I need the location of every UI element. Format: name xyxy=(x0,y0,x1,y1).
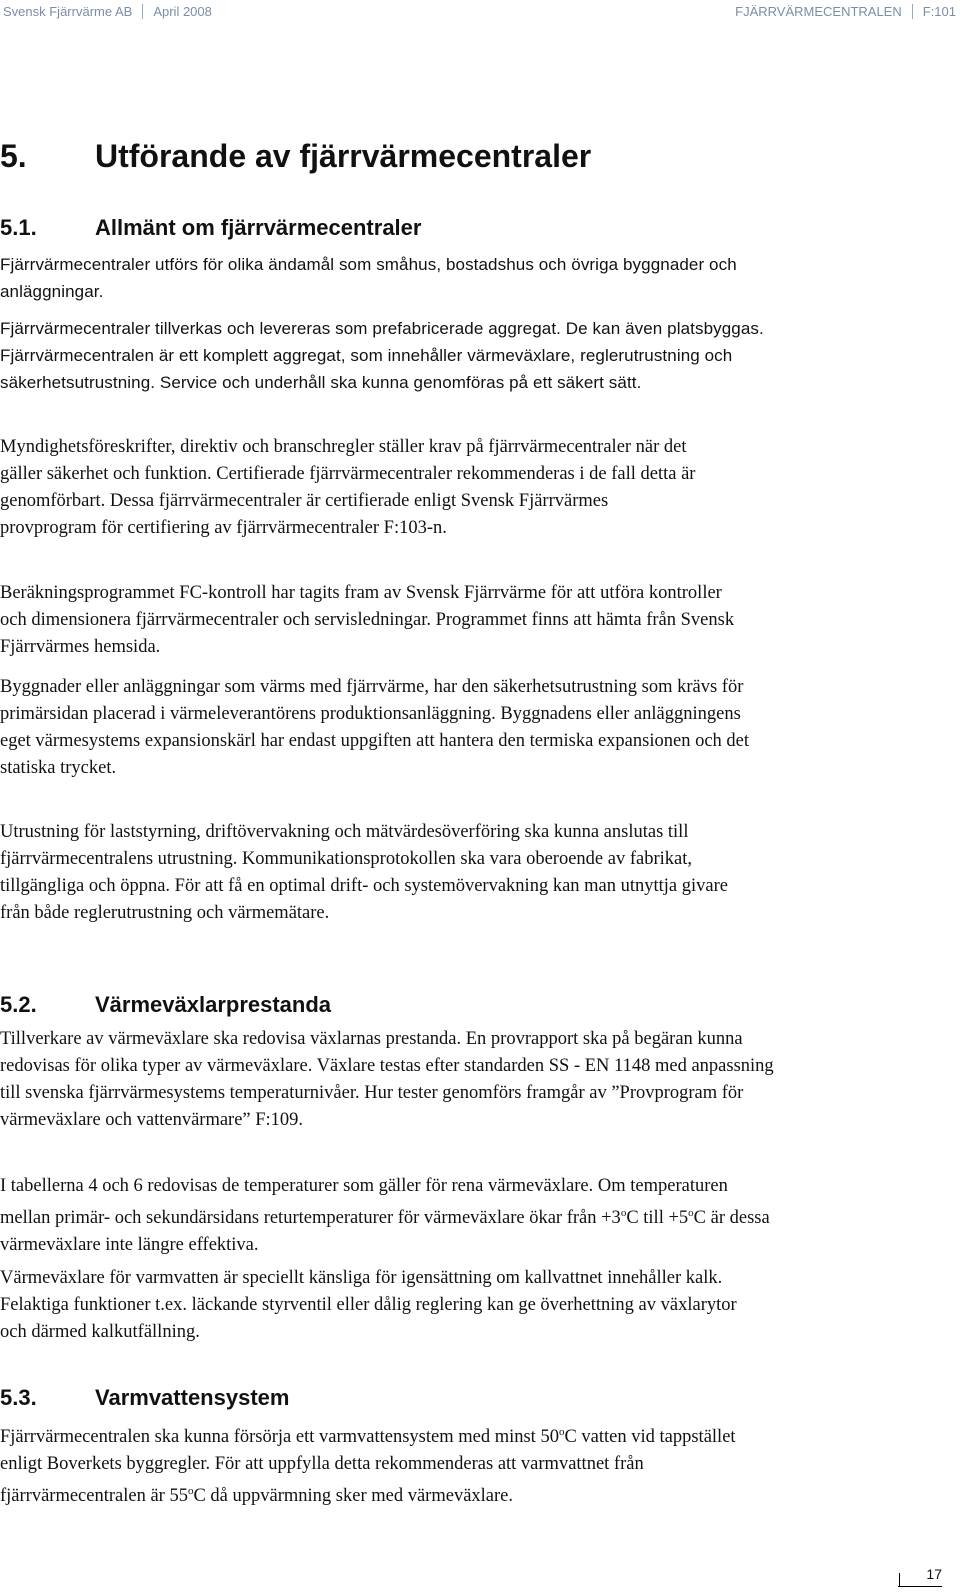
header-right xyxy=(735,4,956,19)
header-date: April 2008 xyxy=(153,4,212,19)
chapter-number: 5. xyxy=(0,138,27,174)
section-heading-5-1 xyxy=(0,215,421,241)
text-run: C då uppvärmning sker med värmeväxlare. xyxy=(193,1486,514,1507)
text-run: Fjärrvärmecentralen ska kunna försörja ett varmvattensystem med minst 50 xyxy=(0,1427,559,1448)
paragraph: Värmeväxlare för varmvatten är speciellt känsliga för igensättning om kallvattnet innehåller kalk. Felaktiga funktioner t.ex. läckande styrventil eller dålig reglering kan ge överhettning av växlarytor och därmed kalkutfällning. xyxy=(0,1268,737,1342)
paragraph: Byggnader eller anläggningar som värms med fjärrvärme, har den säkerhetsutrustning som krävs för primärsidan placerad i värmeleverantörens produktionsanläggning. Byggnadens eller anläggningens eget värmesystems expansionskärl har endast uppgiften att hantera den termiska expansionen och det statiska trycket. xyxy=(0,677,750,778)
degree-superscript: o xyxy=(620,1207,627,1219)
degree-superscript: o xyxy=(187,1485,194,1498)
paragraph: Fjärrvärmecentraler tillverkas och levereras som prefabricerade aggregat. De kan även platsbyggas. Fjärrvärmecentralen är ett komplett aggregat, som innehåller värmeväxlare, reglerutrustning och säkerhetsutrustning. Service och underhåll ska kunna genomföras på ett säkert sätt. xyxy=(0,319,764,392)
text-run: C vatten vid tappstället enligt Boverkets byggregler. För att uppfylla detta rekommenderas att varmvattnet från fjärrvärmecentralen är 55 xyxy=(0,1427,736,1507)
text-run: C är dessa värmeväxlare inte längre effektiva. xyxy=(0,1208,770,1256)
paragraph xyxy=(0,1419,780,1510)
paragraph xyxy=(0,1173,775,1259)
page-number: 17 xyxy=(926,1566,942,1582)
section-heading-5-3 xyxy=(0,1385,289,1411)
header-doc-title: FJÄRRVÄRMECENTRALEN xyxy=(735,4,902,19)
footer-divider xyxy=(899,1573,900,1587)
degree-superscript: o xyxy=(688,1207,694,1219)
paragraph: Utrustning för laststyrning, driftövervakning och mätvärdesöverföring ska kunna anslutas till fjärrvärmecentralens utrustning. Kommunikationsprotokollen ska vara oberoende av fabrikat, tillgängliga och öppna. För att få en optimal drift- och systemövervakning kan man utnyttja givare från både reglerutrustning och värmemätare. xyxy=(0,822,728,923)
paragraph: Beräkningsprogrammet FC-kontroll har tagits fram av Svensk Fjärrvärme för att utföra kontroller och dimensionera fjärrvärmecentraler och servisledningar. Programmet finns att hämta från Svensk Fjärrvärmes hemsida. xyxy=(0,583,735,657)
chapter-heading xyxy=(0,138,591,175)
section-number: 5.2. xyxy=(0,992,37,1017)
header-separator xyxy=(912,4,913,19)
header-separator xyxy=(142,4,143,19)
section-title: Värmeväxlarprestanda xyxy=(95,992,332,1017)
page-header xyxy=(0,0,960,26)
header-org: Svensk Fjärrvärme AB xyxy=(3,4,133,19)
paragraph: Fjärrvärmecentraler utförs för olika ändamål som småhus, bostadshus och övriga byggnader och anläggningar. xyxy=(0,255,737,301)
section-number: 5.1. xyxy=(0,215,37,240)
section-heading-5-2 xyxy=(0,992,331,1018)
degree-superscript: o xyxy=(558,1426,565,1438)
header-left xyxy=(3,4,212,19)
text-run: I tabellerna 4 och 6 redovisas de temperaturer som gäller för rena värmeväxlare. Om temperaturen mellan primär- och sekundärsidans returtemperaturer för värmeväxlare ökar från +3 xyxy=(0,1176,728,1229)
section-title: Varmvattensystem xyxy=(95,1385,290,1410)
chapter-title: Utförande av fjärrvärmecentraler xyxy=(95,138,592,174)
header-doc-id: F:101 xyxy=(922,4,956,19)
section-number: 5.3. xyxy=(0,1385,37,1410)
footer-rule xyxy=(898,1586,942,1587)
paragraph: Tillverkare av värmeväxlare ska redovisa växlarnas prestanda. En provrapport ska på begäran kunna redovisas för olika typer av värmeväxlare. Växlare testas efter standarden SS - EN 1148 med anpassning till svenska fjärrvärmesystems temperaturnivåer. Hur tester genomförs framgår av ”Provprogram för värmeväxlare och vattenvärmare” F:109. xyxy=(0,1029,774,1130)
paragraph: Myndighetsföreskrifter, direktiv och branschregler ställer krav på fjärrvärmecentraler när det gäller säkerhet och funktion. Certifierade fjärrvärmecentraler rekommenderas i de fall detta är genomförbart. Dessa fjärrvärmecentraler är certifierade enligt Svensk Fjärrvärmes provprogram för certifiering av fjärrvärmecentraler F:103-n. xyxy=(0,437,696,538)
text-run: C till +5 xyxy=(626,1208,689,1229)
section-title: Allmänt om fjärrvärmecentraler xyxy=(95,215,422,240)
